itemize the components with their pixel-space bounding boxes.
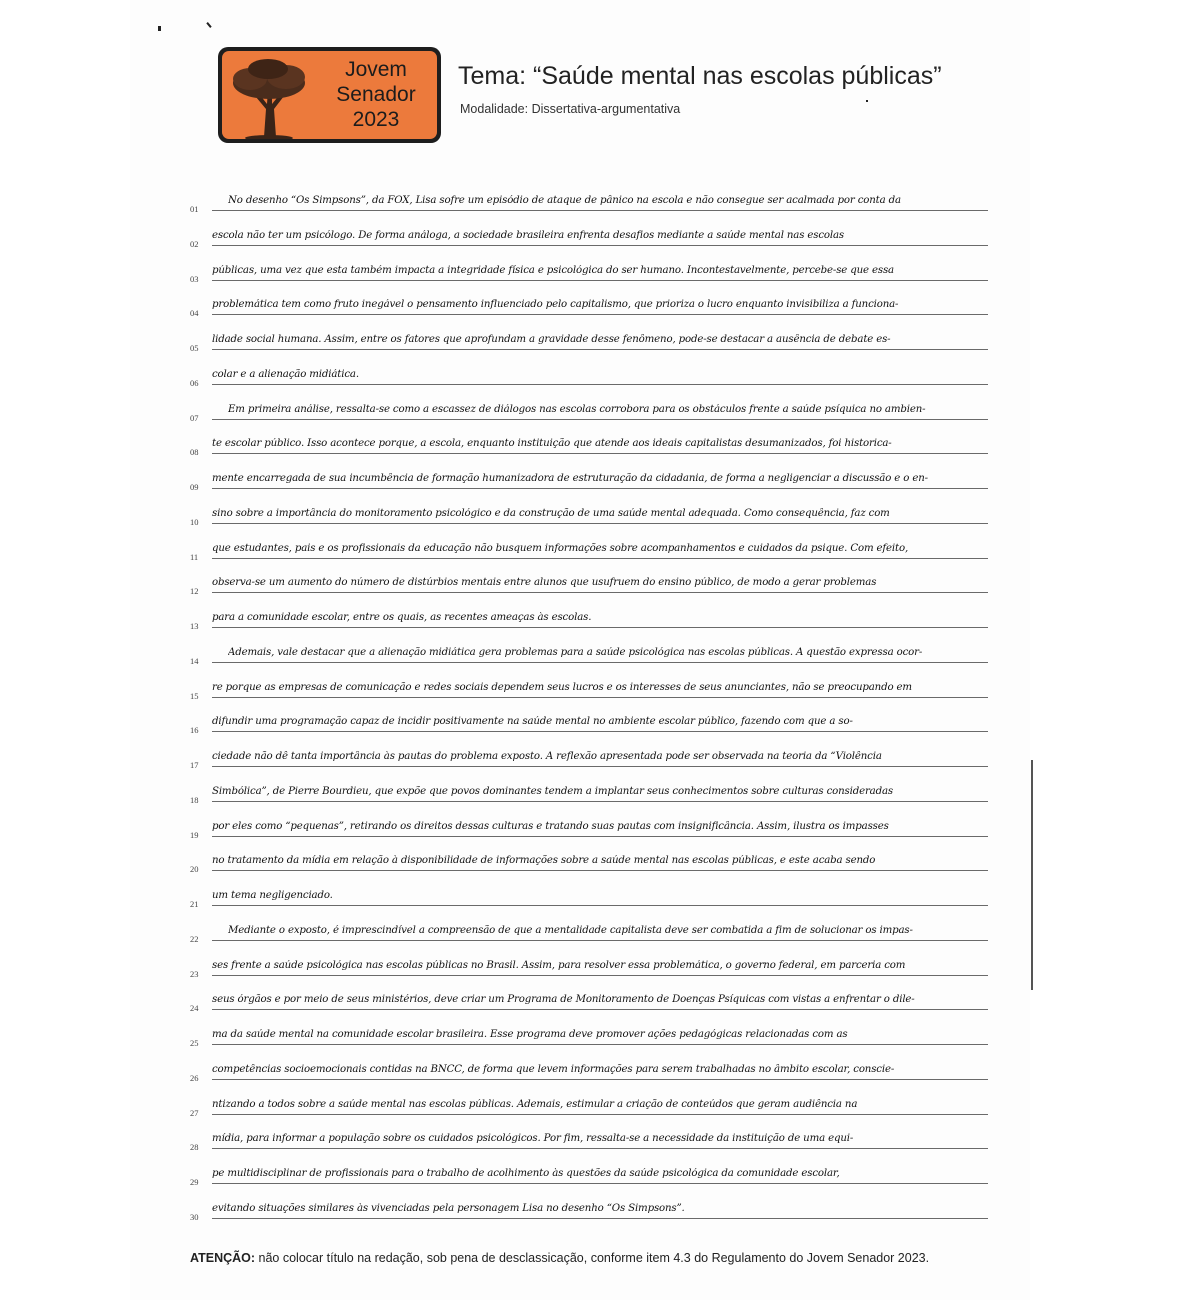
- line-number: 26: [190, 1072, 199, 1083]
- ruled-line: [212, 801, 988, 802]
- ruled-line: [212, 1183, 988, 1184]
- ruled-line: [212, 210, 988, 211]
- ruled-line: [212, 349, 988, 350]
- ruled-line: [212, 419, 988, 420]
- handwritten-line: difundir uma programação capaz de incidir positivamente na saúde mental no ambiente escolar público, fazendo com que a so-: [212, 716, 853, 728]
- handwritten-line: ciedade não dê tanta importância às pautas do problema exposto. A reflexão apresentada pode ser observada na teoria da “Violência: [212, 751, 882, 762]
- handwritten-line: escola não ter um psicólogo. De forma análoga, a sociedade brasileira enfrenta desafios mediante a saúde mental nas escolas: [212, 229, 844, 241]
- line-number: 11: [190, 551, 199, 562]
- ruled-line: [212, 836, 988, 837]
- ruled-line: [212, 314, 988, 315]
- logo-line: 2023: [352, 108, 400, 131]
- line-number: 09: [190, 482, 199, 492]
- line-number: 21: [190, 899, 199, 909]
- logo-line: Jovem: [345, 58, 407, 81]
- footer-text: não colocar título na redação, sob pena de desclassicação, conforme item 4.3 do Regulamento do Jovem Senador 2023.: [258, 1251, 930, 1265]
- handwritten-line: por eles como “pequenas”, retirando os direitos dessas culturas e tratando suas pautas com insignificância. Assim, ilustra os impasses: [212, 820, 889, 832]
- scan-mark: [866, 100, 868, 102]
- jovem-senador-logo: [218, 47, 441, 143]
- handwritten-line: Mediante o exposto, é imprescindível a compreensão de que a mentalidade capitalista deve ser combatida a fim de solucionar os impas-: [228, 924, 913, 936]
- handwritten-line: públicas, uma vez que esta também impacta a integridade física e psicológica do ser humano. Incontestavelmente, percebe-se que essa: [212, 264, 894, 276]
- scan-mark: [158, 26, 161, 31]
- ruled-line: [212, 870, 988, 871]
- ruled-line: [212, 975, 988, 976]
- line-number: 12: [190, 586, 199, 597]
- handwritten-line: mente encarregada de sua incumbência de formação humanizadora de estruturação da cidadania, de forma a negligenciar a discussão e o en-: [212, 473, 928, 484]
- handwritten-line: que estudantes, pais e os profissionais da educação não busquem informações sobre acompanhamentos e cuidados da psique. Com efeito,: [212, 542, 909, 554]
- handwritten-line: competências socioemocionais contidas na BNCC, de forma que levem informações para serem trabalhadas no âmbito escolar, conscie-: [212, 1063, 895, 1075]
- ruled-line: [212, 453, 988, 454]
- ruled-line: [212, 940, 988, 941]
- line-number: 02: [190, 238, 199, 249]
- ruled-line: [212, 592, 988, 593]
- handwritten-line: ses frente a saúde psicológica nas escolas públicas no Brasil. Assim, para resolver essa problemática, o governo federal, em parceria com: [212, 959, 906, 971]
- ruled-line: [212, 1218, 988, 1219]
- handwritten-line: evitando situações similares às vivenciadas pela personagem Lisa no desenho “Os Simpsons”.: [212, 1202, 685, 1214]
- handwritten-line: te escolar público. Isso acontece porque, a escola, enquanto instituição que atende aos ideais capitalistas desumanizados, foi historica-: [212, 438, 892, 450]
- line-number: 27: [190, 1107, 199, 1118]
- handwritten-line: pe multidisciplinar de profissionais para o trabalho de acolhimento às questões da saúde psicológica da comunidade escolar,: [212, 1168, 840, 1179]
- logo-line: Senador: [336, 83, 416, 106]
- line-number: 15: [190, 690, 199, 701]
- handwritten-line: sino sobre a importância do monitoramento psicológico e da construção de uma saúde mental adequada. Como consequência, faz com: [212, 507, 890, 519]
- ruled-line: [212, 766, 988, 767]
- ruled-line: [212, 1044, 988, 1045]
- line-number: 17: [190, 760, 199, 770]
- handwritten-line: seus órgãos e por meio de seus ministérios, deve criar um Programa de Monitoramento de Doenças Psíquicas com vistas a enfrentar o dile-: [212, 994, 915, 1006]
- tree-icon: [226, 55, 312, 139]
- ruled-line: [212, 697, 988, 698]
- line-number: 28: [190, 1142, 199, 1153]
- line-number: 04: [190, 308, 199, 319]
- handwritten-line: No desenho “Os Simpsons”, da FOX, Lisa sofre um episódio de ataque de pânico na escola e não consegue ser acalmada por conta da: [228, 195, 901, 206]
- ruled-line: [212, 523, 988, 524]
- ruled-line: [212, 1148, 988, 1149]
- ruled-line: [212, 662, 988, 663]
- ruled-line: [212, 731, 988, 732]
- handwritten-line: mídia, para informar a população sobre os cuidados psicológicos. Por fim, ressalta-se a necessidade da instituição de uma equi-: [212, 1133, 854, 1145]
- line-number: 24: [190, 1003, 199, 1014]
- line-number: 13: [190, 621, 199, 631]
- handwritten-line: problemática tem como fruto inegável o pensamento influenciado pelo capitalismo, que prioriza o lucro enquanto invisibiliza a funciona-: [212, 299, 899, 311]
- ruled-line: [212, 905, 988, 906]
- footer-notice: [190, 1251, 990, 1265]
- logo-text: [314, 57, 438, 132]
- ruled-line: [212, 558, 988, 559]
- ruled-line: [212, 280, 988, 281]
- essay-modality: Modalidade: Dissertativa-argumentativa: [460, 102, 681, 116]
- line-number: 06: [190, 377, 199, 388]
- handwritten-line: colar e a alienação midiática.: [212, 368, 359, 380]
- line-number: 23: [190, 968, 199, 979]
- line-number: 25: [190, 1038, 199, 1048]
- scan-mark: [1031, 760, 1033, 990]
- handwritten-line: ma da saúde mental na comunidade escolar brasileira. Esse programa deve promover ações pedagógicas relacionadas com as: [212, 1029, 848, 1040]
- handwritten-line: no tratamento da mídia em relação à disponibilidade de informações sobre a saúde mental nas escolas públicas, e este acaba sendo: [212, 855, 876, 867]
- line-number: 08: [190, 447, 199, 458]
- line-number: 30: [190, 1211, 199, 1222]
- ruled-line: [212, 245, 988, 246]
- line-number: 01: [190, 204, 199, 214]
- handwritten-line: Simbólica”, de Pierre Bourdieu, que expõe que povos dominantes tendem a implantar seus conhecimentos sobre culturas consideradas: [212, 785, 893, 797]
- line-number: 07: [190, 412, 199, 423]
- line-number: 05: [190, 343, 199, 353]
- ruled-line: [212, 1114, 988, 1115]
- ruled-line: [212, 1079, 988, 1080]
- handwritten-line: Ademais, vale destacar que a alienação midiática gera problemas para a saúde psicológica nas escolas públicas. A questão expressa ocor-: [228, 646, 923, 658]
- handwritten-line: ntizando a todos sobre a saúde mental nas escolas públicas. Ademais, estimular a criação de conteúdos que geram audiência na: [212, 1098, 858, 1110]
- handwritten-line: lidade social humana. Assim, entre os fatores que aprofundam a gravidade desse fenômeno, pode-se destacar a ausência de debate es-: [212, 334, 891, 345]
- line-number: 19: [190, 829, 199, 840]
- footer-label: ATENÇÃO:: [190, 1251, 256, 1265]
- ruled-line: [212, 488, 988, 489]
- line-number: 16: [190, 725, 199, 736]
- handwritten-line: observa-se um aumento do número de distúrbios mentais entre alunos que usufruem do ensino público, de modo a gerar problemas: [212, 577, 877, 589]
- handwritten-line: para a comunidade escolar, entre os quais, as recentes ameaças às escolas.: [212, 612, 592, 623]
- ruled-line: [212, 384, 988, 385]
- handwritten-line: um tema negligenciado.: [212, 890, 333, 901]
- line-number: 29: [190, 1177, 199, 1187]
- line-number: 10: [190, 516, 199, 527]
- ruled-line: [212, 1009, 988, 1010]
- line-number: 18: [190, 794, 199, 805]
- line-number: 22: [190, 933, 199, 944]
- line-number: 20: [190, 864, 199, 875]
- handwritten-line: Em primeira análise, ressalta-se como a escassez de diálogos nas escolas corrobora para os obstáculos frente a saúde psíquica no ambien-: [228, 403, 926, 415]
- essay-theme-title: Tema: “Saúde mental nas escolas públicas”: [458, 62, 942, 90]
- line-number: 14: [190, 655, 199, 666]
- line-number: 03: [190, 273, 199, 284]
- ruled-line: [212, 627, 988, 628]
- handwritten-line: re porque as empresas de comunicação e redes sociais dependem seus lucros e os interesses de seus anunciantes, não se preocupando em: [212, 681, 912, 693]
